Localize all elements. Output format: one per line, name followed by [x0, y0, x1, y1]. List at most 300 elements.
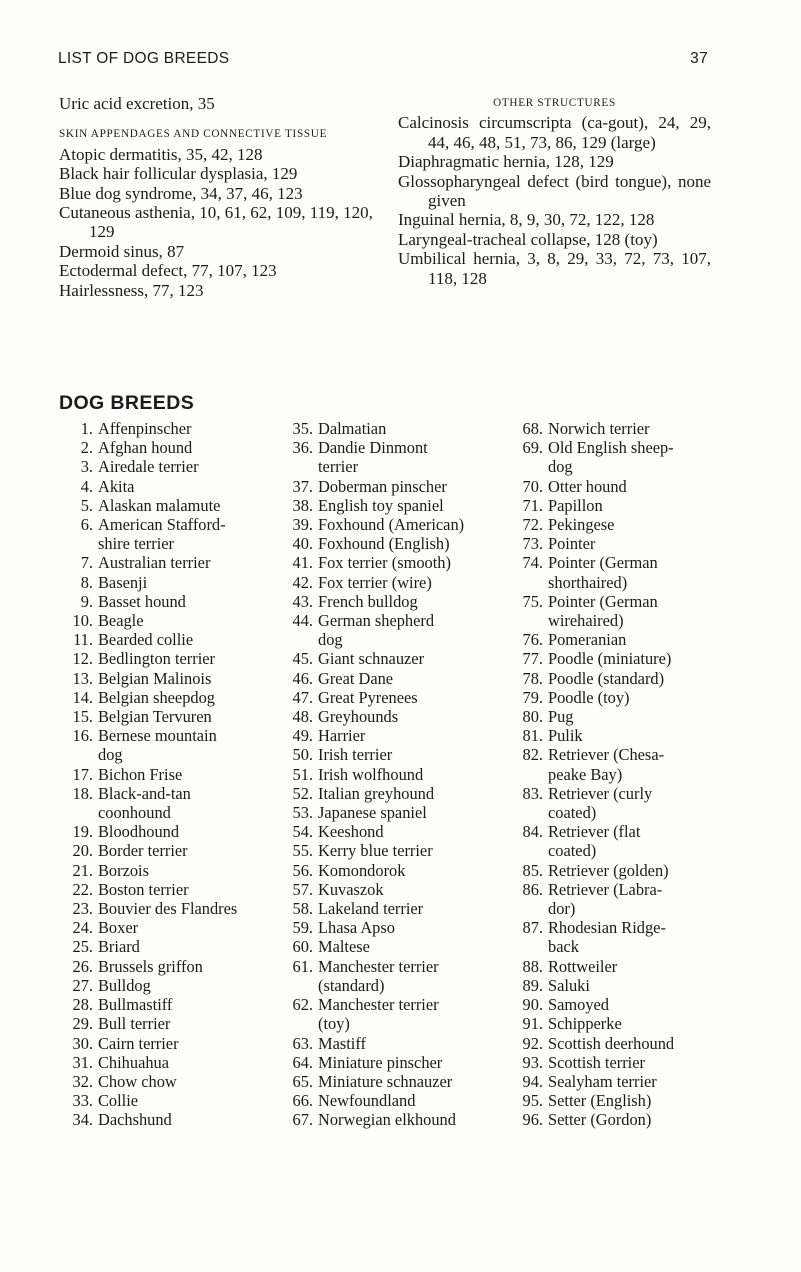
breed-name — [313, 1034, 366, 1053]
breed-number: 51 . — [279, 765, 313, 784]
breed-list-item — [509, 918, 794, 956]
index-entry: Black hair follicular dysplasia, 129 — [59, 164, 298, 184]
breed-name-line: Mastiff — [318, 1033, 366, 1053]
breed-number: 50 . — [279, 745, 313, 764]
breed-name-line: Pug — [548, 707, 574, 727]
breed-list-item — [509, 688, 794, 707]
breed-number: 31 . — [59, 1053, 93, 1072]
breed-name-line: Setter (English) — [548, 1091, 652, 1111]
breed-name-line: Giant schnauzer — [318, 649, 425, 669]
breed-name-line: Retriever (curly — [548, 783, 653, 803]
breed-list-item — [279, 918, 504, 937]
index-entry: Ectodermal defect, 77, 107, 123 — [59, 261, 277, 281]
breed-list-item — [279, 534, 504, 553]
breed-number: 52 . — [279, 784, 313, 803]
index-entry-list — [59, 145, 379, 300]
breed-name-line: Scottish terrier — [548, 1052, 645, 1072]
breed-name — [543, 880, 662, 918]
breed-list-item — [509, 419, 794, 438]
breed-number: 32 . — [59, 1072, 93, 1091]
breed-name-line: Bichon Frise — [98, 764, 183, 784]
breed-number: 65 . — [279, 1072, 313, 1091]
breed-name — [93, 611, 144, 630]
breed-name — [313, 438, 428, 476]
breed-number: 30 . — [59, 1034, 93, 1053]
breed-list-item — [509, 822, 794, 860]
breed-name — [93, 592, 186, 611]
index-entry: Cutaneous asthenia, 10, 61, 62, 109, 119, 120, 129 — [59, 203, 373, 242]
section-heading: SKIN APPENDAGES AND CONNECTIVE TISSUE — [59, 128, 328, 141]
breed-number: 58 . — [279, 899, 313, 918]
breed-number: 61 . — [279, 957, 313, 995]
breed-number: 85 . — [509, 861, 543, 880]
breed-name-line: (standard) — [318, 975, 385, 995]
breed-name-line: Fox terrier (wire) — [318, 572, 432, 592]
breed-name-line: Harrier — [318, 726, 366, 746]
breed-number: 22 . — [59, 880, 93, 899]
breed-name — [93, 707, 212, 726]
breed-number: 81 . — [509, 726, 543, 745]
breed-number: 35 . — [279, 419, 313, 438]
breed-name-line: Bullmastiff — [98, 995, 173, 1015]
breed-name-line: Old English sheep- — [548, 438, 674, 458]
breed-list-item — [509, 649, 794, 668]
breed-name — [93, 630, 193, 649]
breed-number: 15 . — [59, 707, 93, 726]
breed-number: 1 . — [59, 419, 93, 438]
breed-name-line: Poodle (standard) — [548, 668, 665, 688]
breed-name-line: Airedale terrier — [98, 457, 199, 477]
breed-number: 39 . — [279, 515, 313, 534]
breed-name — [93, 918, 138, 937]
breed-name-line: Dandie Dinmont — [318, 438, 428, 458]
breed-number: 14 . — [59, 688, 93, 707]
breed-list-item — [279, 1091, 504, 1110]
breed-list-item — [509, 1110, 794, 1129]
breed-name-line: Boston terrier — [98, 879, 189, 899]
breed-number: 23 . — [59, 899, 93, 918]
breed-column — [279, 419, 504, 1130]
breed-list-item — [279, 899, 504, 918]
breed-name-line: shorthaired) — [548, 572, 628, 592]
breed-number: 43 . — [279, 592, 313, 611]
breed-list-item — [509, 534, 794, 553]
breed-name — [543, 534, 595, 553]
breed-list-item — [279, 1034, 504, 1053]
breed-name — [93, 726, 217, 764]
index-entry: Umbilical hernia, 3, 8, 29, 33, 72, 73, 107, 118, 128 — [398, 249, 711, 288]
breed-name — [313, 496, 444, 515]
breed-name-line: Schipperke — [548, 1014, 622, 1034]
breed-list-item — [279, 726, 504, 745]
breed-name-line: Japanese spaniel — [318, 803, 427, 823]
breed-list-item — [59, 573, 274, 592]
breed-list-item — [509, 1034, 794, 1053]
breed-name-line: Borzois — [98, 860, 149, 880]
breed-number: 53 . — [279, 803, 313, 822]
breed-number: 66 . — [279, 1091, 313, 1110]
breed-name-line: Papillon — [548, 495, 603, 515]
index-entry: Calcinosis circumscripta (ca-gout), 24, 29, 44, 46, 48, 51, 73, 86, 129 (large) — [398, 113, 711, 152]
breed-number: 83 . — [509, 784, 543, 822]
breed-list-item — [59, 1110, 274, 1129]
breed-number: 18 . — [59, 784, 93, 822]
breed-name-line: terrier — [318, 457, 359, 477]
breed-name-line: Beagle — [98, 611, 144, 631]
breed-list-item — [279, 1053, 504, 1072]
breed-list-item — [509, 553, 794, 591]
breed-name — [313, 707, 398, 726]
breed-name-line: Foxhound (American) — [318, 515, 465, 535]
breed-name — [313, 553, 451, 572]
breed-name — [313, 937, 370, 956]
breed-name — [543, 419, 649, 438]
breed-name — [543, 976, 590, 995]
breed-name-line: Black-and-tan — [98, 783, 191, 803]
breed-name-line: Poodle (toy) — [548, 687, 630, 707]
breed-name — [93, 1091, 138, 1110]
breed-name-line: Scottish deerhound — [548, 1033, 675, 1053]
breed-number: 80 . — [509, 707, 543, 726]
breed-name-line: dor) — [548, 899, 576, 919]
breed-name — [93, 1053, 169, 1072]
breed-number: 24 . — [59, 918, 93, 937]
index-column-right — [398, 94, 711, 288]
breed-name-line: Retriever (Labra- — [548, 879, 663, 899]
breed-number: 29 . — [59, 1014, 93, 1033]
breed-name — [313, 669, 393, 688]
breed-number: 28 . — [59, 995, 93, 1014]
breed-name — [313, 726, 365, 745]
breed-number: 25 . — [59, 937, 93, 956]
breed-name-line: wirehaired) — [548, 611, 624, 631]
breed-name — [93, 457, 199, 476]
breed-name — [543, 553, 658, 591]
breed-name-line: Pulik — [548, 726, 583, 746]
breed-name — [93, 669, 211, 688]
breed-name-line: Manchester terrier — [318, 995, 439, 1015]
breed-number: 79 . — [509, 688, 543, 707]
breed-number: 10 . — [59, 611, 93, 630]
breed-name-line: Bloodhound — [98, 822, 180, 842]
breed-number: 87 . — [509, 918, 543, 956]
breed-number: 11 . — [59, 630, 93, 649]
breed-list-item — [509, 1072, 794, 1091]
breed-name — [93, 957, 203, 976]
breed-name-line: Fox terrier (smooth) — [318, 553, 451, 573]
breed-name-line: Maltese — [318, 937, 370, 957]
breed-list-item — [59, 937, 274, 956]
breed-name — [313, 477, 447, 496]
breed-number: 37 . — [279, 477, 313, 496]
breed-name — [93, 515, 226, 553]
breed-number: 54 . — [279, 822, 313, 841]
breed-number: 95 . — [509, 1091, 543, 1110]
breed-list-item — [509, 745, 794, 783]
breed-number: 86 . — [509, 880, 543, 918]
breed-number: 27 . — [59, 976, 93, 995]
index-column-left — [59, 94, 379, 300]
breed-number: 70 . — [509, 477, 543, 496]
breed-list-item — [509, 976, 794, 995]
breed-number: 45 . — [279, 649, 313, 668]
breed-list-item — [59, 477, 274, 496]
breed-name — [313, 803, 427, 822]
breed-name-line: Rottweiler — [548, 956, 618, 976]
breed-name — [313, 841, 433, 860]
breed-list-item — [509, 784, 794, 822]
breed-name-line: Pointer (German — [548, 553, 658, 573]
breed-name — [543, 726, 583, 745]
breed-number: 64 . — [279, 1053, 313, 1072]
breed-name-line: Basset hound — [98, 591, 186, 611]
breed-list-item — [279, 937, 504, 956]
breed-name-line: coated) — [548, 803, 597, 823]
breed-list-item — [279, 438, 504, 476]
breed-list-item — [59, 822, 274, 841]
breed-name-line: Dalmatian — [318, 419, 387, 438]
breed-name-line: Samoyed — [548, 995, 610, 1015]
breed-name-line: Rhodesian Ridge- — [548, 918, 666, 938]
breed-list-item — [279, 1110, 504, 1129]
breed-name-line: Retriever (flat — [548, 822, 641, 842]
breed-name-line: Great Pyrenees — [318, 687, 418, 707]
breed-number: 57 . — [279, 880, 313, 899]
breed-number: 4 . — [59, 477, 93, 496]
breed-number: 93 . — [509, 1053, 543, 1072]
breed-number: 26 . — [59, 957, 93, 976]
index-entry-list — [398, 113, 711, 288]
breed-name-line: Komondorok — [318, 860, 406, 880]
breed-number: 77 . — [509, 649, 543, 668]
breed-name-line: Otter hound — [548, 476, 627, 496]
breed-name — [93, 784, 191, 822]
breed-number: 36 . — [279, 438, 313, 476]
breed-name — [313, 419, 386, 438]
breed-name-line: dog — [98, 745, 123, 765]
breed-name-line: Foxhound (English) — [318, 534, 450, 554]
breed-name-line: Setter (Gordon) — [548, 1110, 652, 1130]
breed-name-line: Affenpinscher — [98, 419, 192, 438]
breed-name — [543, 957, 617, 976]
breed-column — [59, 419, 274, 1130]
breed-name-line: Greyhounds — [318, 707, 399, 727]
breed-name — [543, 1034, 674, 1053]
breed-name-line: French bulldog — [318, 591, 418, 611]
breed-list-item — [59, 976, 274, 995]
breed-list-item — [279, 515, 504, 534]
breed-list-item — [59, 995, 274, 1014]
breed-list-item — [59, 861, 274, 880]
breed-name — [93, 822, 179, 841]
breed-name — [313, 765, 423, 784]
breed-list-item — [59, 419, 274, 438]
breed-name-line: Miniature pinscher — [318, 1052, 443, 1072]
breed-name-line: back — [548, 937, 579, 957]
index-entry: Dermoid sinus, 87 — [59, 241, 185, 261]
breed-list-item — [59, 707, 274, 726]
breed-list-item — [509, 880, 794, 918]
breed-name — [93, 649, 215, 668]
breed-number: 13 . — [59, 669, 93, 688]
page-number: 37 — [690, 50, 708, 67]
breed-list-item — [509, 477, 794, 496]
breed-name-line: Newfoundland — [318, 1091, 416, 1111]
breed-name — [543, 995, 609, 1014]
breed-name-line: Irish terrier — [318, 745, 393, 765]
index-entry: Laryngeal-tracheal collapse, 128 (toy) — [398, 229, 658, 249]
breed-number: 5 . — [59, 496, 93, 515]
breed-list-item — [279, 784, 504, 803]
breed-name — [93, 1014, 170, 1033]
breed-name-line: Manchester terrier — [318, 956, 439, 976]
breed-name-line: coated) — [548, 841, 597, 861]
breed-list-item — [59, 649, 274, 668]
breed-list-item — [59, 438, 274, 457]
breed-name — [543, 649, 671, 668]
section-title: DOG BREEDS — [59, 392, 195, 414]
breed-list-item — [279, 1072, 504, 1091]
breed-list-item — [59, 496, 274, 515]
breed-name-line: Belgian sheepdog — [98, 687, 215, 707]
breed-list-item — [509, 1091, 794, 1110]
breed-name-line: Bouvier des Flandres — [98, 899, 238, 919]
breed-name-line: Pekingese — [548, 515, 615, 535]
breed-number: 47 . — [279, 688, 313, 707]
breed-name — [93, 899, 237, 918]
breed-list-item — [59, 669, 274, 688]
index-entry: Hairlessness, 77, 123 — [59, 280, 204, 300]
breed-name-line: Kerry blue terrier — [318, 841, 433, 861]
breed-list-item — [59, 592, 274, 611]
breed-list-item — [59, 630, 274, 649]
breed-number: 67 . — [279, 1110, 313, 1129]
breed-name-line: Pointer — [548, 534, 596, 554]
breed-name-line: Retriever (golden) — [548, 860, 669, 880]
running-head: LIST OF DOG BREEDS — [58, 50, 230, 67]
breed-number: 55 . — [279, 841, 313, 860]
breed-number: 33 . — [59, 1091, 93, 1110]
breed-list-item — [279, 573, 504, 592]
breed-number: 46 . — [279, 669, 313, 688]
breed-list-item — [279, 688, 504, 707]
breed-name-line: Briard — [98, 937, 140, 957]
breed-number: 73 . — [509, 534, 543, 553]
breed-list-item — [509, 669, 794, 688]
breed-list-item — [279, 765, 504, 784]
breed-list-item — [509, 726, 794, 745]
breed-list-item — [59, 899, 274, 918]
breed-number: 78 . — [509, 669, 543, 688]
breed-name-line: Kuvaszok — [318, 879, 384, 899]
breed-number: 72 . — [509, 515, 543, 534]
section-heading: OTHER STRUCTURES — [493, 97, 616, 109]
breed-list-item — [279, 611, 504, 649]
breed-list-item — [59, 1091, 274, 1110]
index-entry: Diaphragmatic hernia, 128, 129 — [398, 152, 614, 172]
breed-number: 63 . — [279, 1034, 313, 1053]
breed-name — [313, 899, 423, 918]
breed-list-item — [59, 457, 274, 476]
breed-name — [543, 630, 626, 649]
breed-list-item — [59, 1072, 274, 1091]
breed-name-line: Lhasa Apso — [318, 918, 395, 938]
breed-number: 9 . — [59, 592, 93, 611]
breed-list-item — [59, 1053, 274, 1072]
breed-name — [543, 515, 614, 534]
breed-name — [313, 745, 392, 764]
breed-number: 7 . — [59, 553, 93, 572]
breed-list-item — [279, 822, 504, 841]
breed-number: 96 . — [509, 1110, 543, 1129]
breed-name — [313, 1110, 456, 1129]
breed-name — [543, 438, 674, 476]
breed-number: 12 . — [59, 649, 93, 668]
breed-name — [543, 1053, 645, 1072]
breed-name — [93, 937, 140, 956]
breed-name — [543, 745, 664, 783]
breed-name — [543, 861, 669, 880]
breed-list-item — [59, 1034, 274, 1053]
breed-list-item — [279, 995, 504, 1033]
breed-list-item — [279, 803, 504, 822]
breed-list-item — [279, 707, 504, 726]
breed-name-line: Chow chow — [98, 1071, 177, 1091]
breed-name-line: Cairn terrier — [98, 1033, 179, 1053]
breed-number: 44 . — [279, 611, 313, 649]
breed-name — [93, 995, 172, 1014]
breed-list-item — [59, 515, 274, 553]
breed-list-item — [509, 957, 794, 976]
breed-number: 75 . — [509, 592, 543, 630]
breed-list-item — [59, 765, 274, 784]
breed-name-line: Bearded collie — [98, 630, 194, 650]
breed-name-line: Poodle (miniature) — [548, 649, 672, 669]
breed-name — [93, 419, 191, 438]
breed-name-line: Sealyham terrier — [548, 1071, 657, 1091]
breed-list-item — [59, 880, 274, 899]
breed-list-item — [509, 861, 794, 880]
breed-name — [543, 1072, 657, 1091]
breed-name-line: (toy) — [318, 1014, 350, 1034]
breed-name — [543, 822, 640, 860]
breed-name-line: Bernese mountain — [98, 726, 217, 746]
breed-name — [543, 1091, 651, 1110]
breed-name — [543, 918, 666, 956]
breed-list-item — [279, 669, 504, 688]
breed-name — [313, 1091, 415, 1110]
breed-name-line: Collie — [98, 1091, 139, 1111]
breed-name — [313, 649, 424, 668]
breed-number: 19 . — [59, 822, 93, 841]
breed-name-line: Belgian Tervuren — [98, 707, 212, 727]
breed-name — [543, 477, 627, 496]
breed-number: 41 . — [279, 553, 313, 572]
breed-name-line: Great Dane — [318, 668, 394, 688]
breed-list-item — [59, 726, 274, 764]
breed-number: 3 . — [59, 457, 93, 476]
breed-number: 68 . — [509, 419, 543, 438]
breed-name — [313, 592, 418, 611]
breed-number: 42 . — [279, 573, 313, 592]
breed-list-item — [59, 553, 274, 572]
breed-list-item — [509, 707, 794, 726]
breed-number: 82 . — [509, 745, 543, 783]
breed-number: 60 . — [279, 937, 313, 956]
breed-number: 91 . — [509, 1014, 543, 1033]
breed-name-line: German shepherd — [318, 611, 435, 631]
breed-name-line: Retriever (Chesa- — [548, 745, 665, 765]
